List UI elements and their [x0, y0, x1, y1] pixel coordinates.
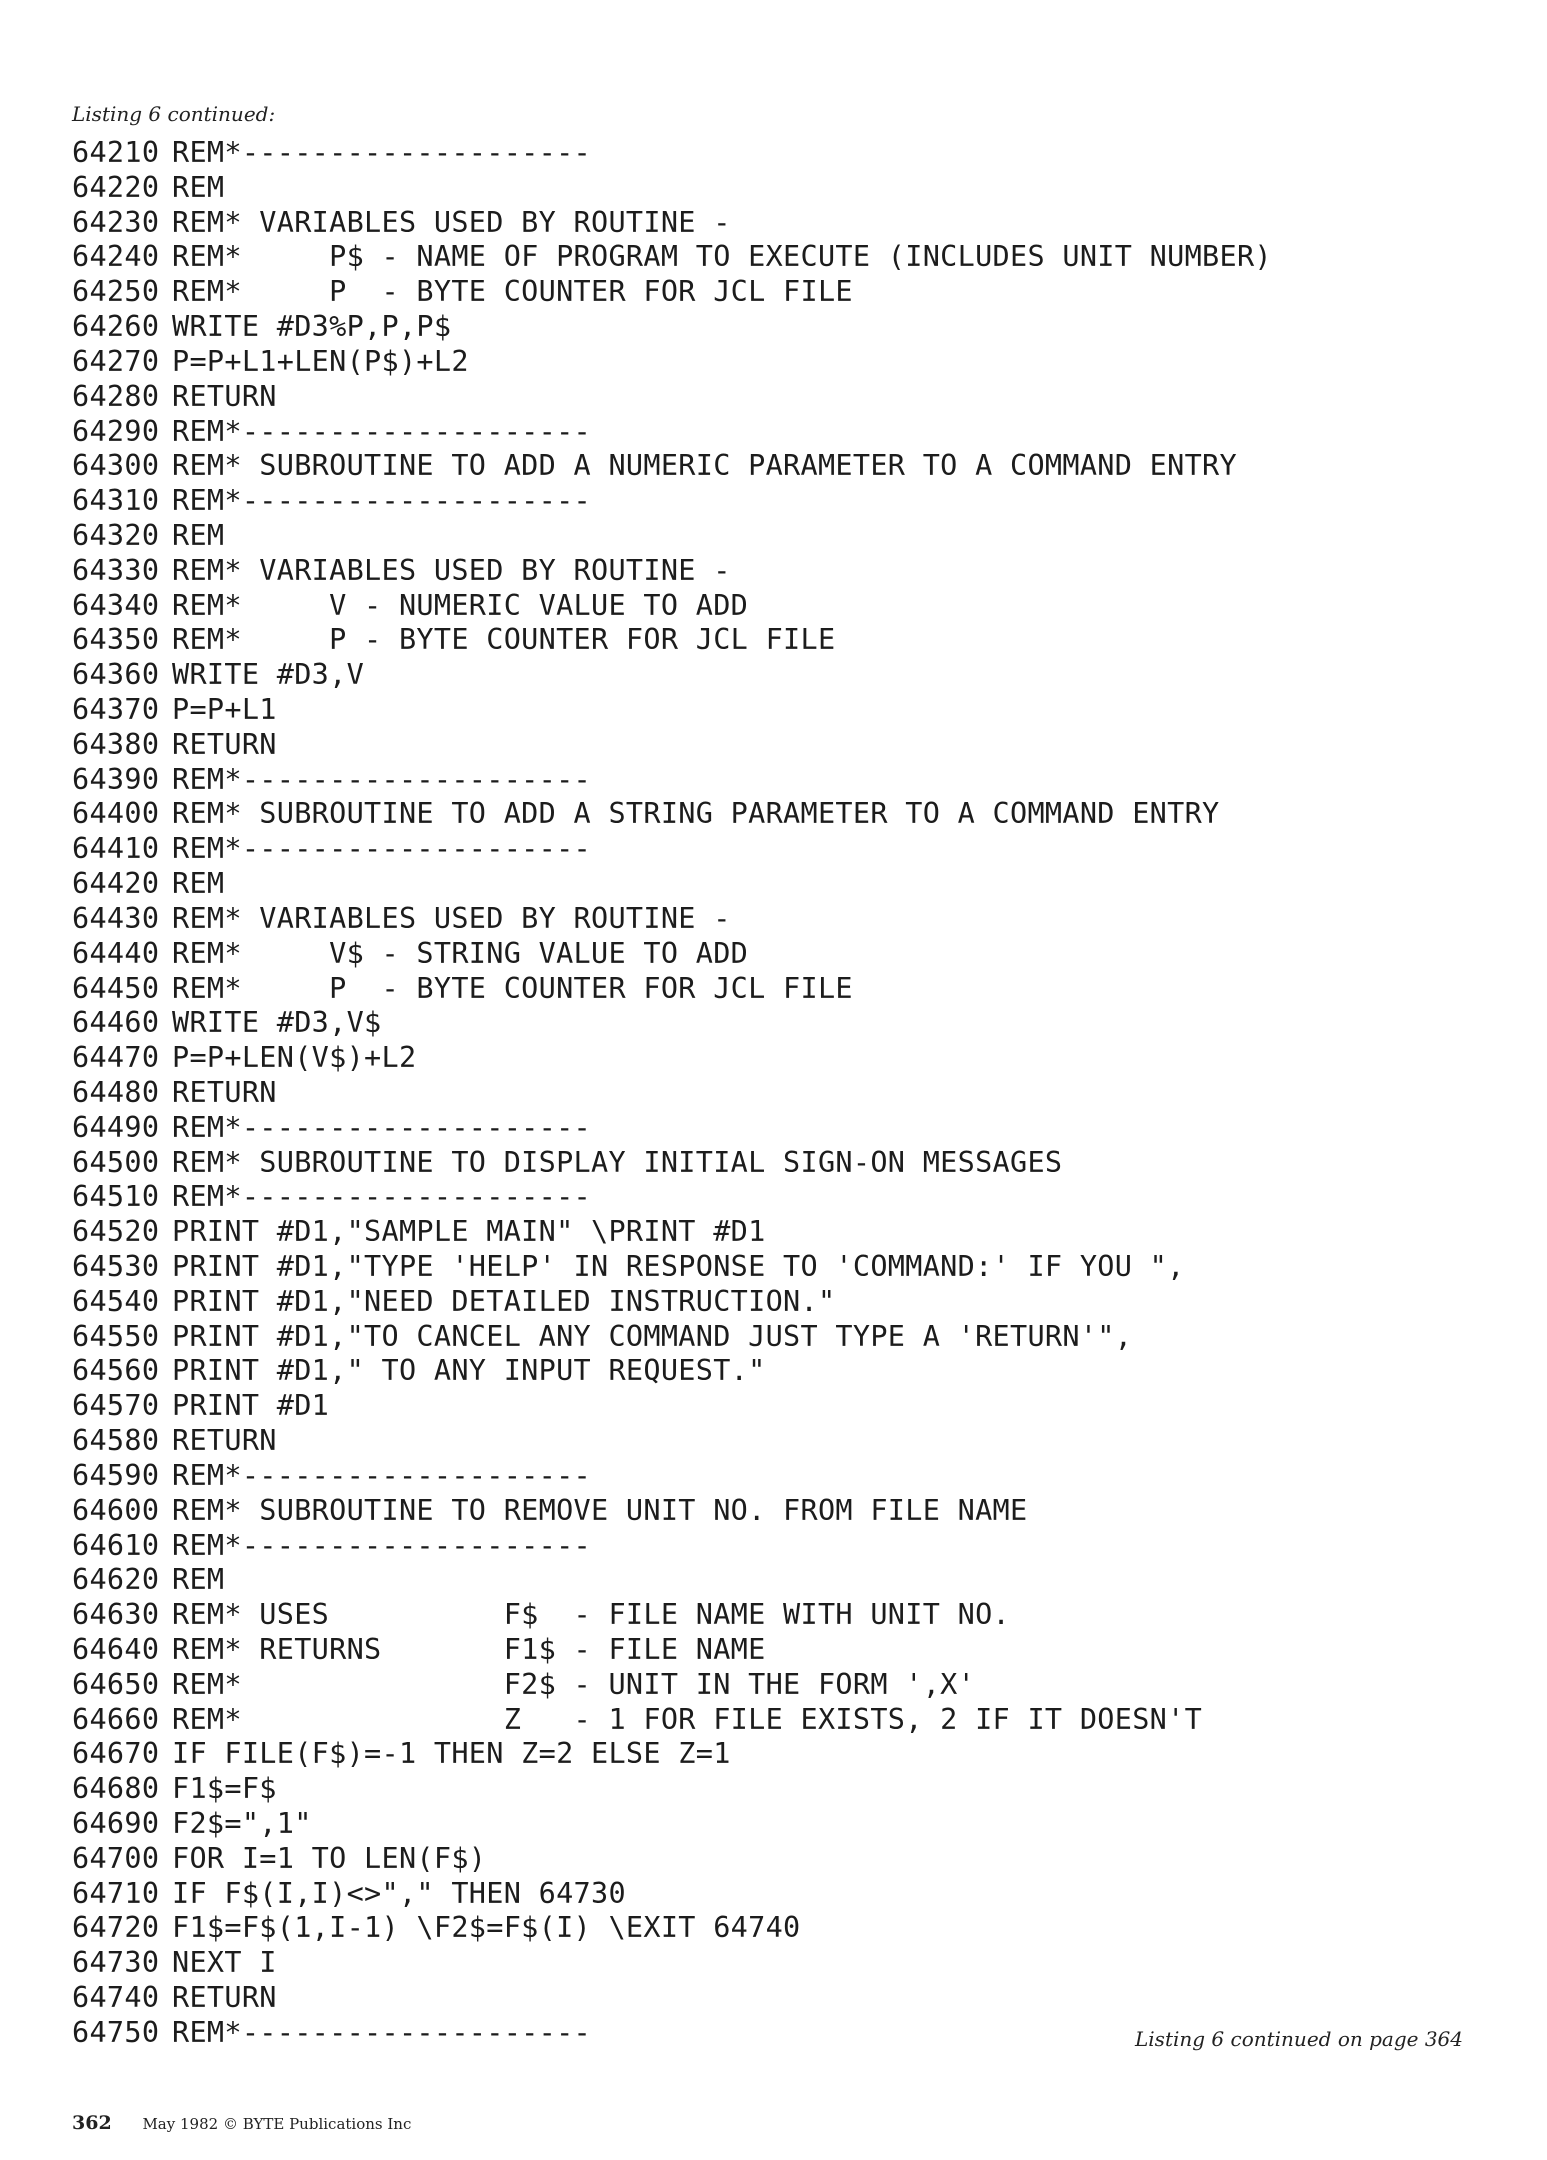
line-number: 64440: [72, 936, 160, 970]
line-number: 64220: [72, 170, 160, 204]
line-code: PRINT #D1: [172, 1389, 330, 1423]
code-line: [72, 240, 1492, 275]
line-number: 64470: [72, 1041, 160, 1075]
line-number: 64630: [72, 1598, 160, 1632]
line-number: 64560: [72, 1354, 160, 1388]
line-code: REM* VARIABLES USED BY ROUTINE -: [172, 901, 731, 935]
line-code: WRITE #D3,V: [172, 658, 365, 692]
line-code: PRINT #D1,"SAMPLE MAIN" \PRINT #D1: [172, 1215, 766, 1249]
line-code: REM*--------------------: [172, 136, 592, 169]
line-code: REM: [172, 518, 225, 552]
line-code: REM* P - BYTE COUNTER FOR JCL FILE: [172, 971, 853, 1005]
code-line: [72, 902, 1492, 937]
line-number: 64650: [72, 1667, 160, 1701]
line-code: IF FILE(F$)=-1 THEN Z=2 ELSE Z=1: [172, 1737, 731, 1771]
code-line: [72, 972, 1492, 1007]
line-number: 64400: [72, 797, 160, 831]
line-number: 64550: [72, 1319, 160, 1353]
line-code: REM*--------------------: [172, 484, 592, 518]
line-number: 64620: [72, 1563, 160, 1597]
line-number: 64460: [72, 1006, 160, 1040]
line-number: 64350: [72, 623, 160, 657]
code-line: [72, 1250, 1492, 1285]
line-code: PRINT #D1,"TO CANCEL ANY COMMAND JUST TYPE A 'RETURN'",: [172, 1319, 1133, 1353]
line-code: REM*--------------------: [172, 832, 592, 866]
code-line: [72, 832, 1492, 867]
line-number: 64690: [72, 1807, 160, 1840]
line-code: REM*--------------------: [172, 762, 592, 796]
line-code: REM*--------------------: [172, 1458, 592, 1492]
line-code: REM* P - BYTE COUNTER FOR JCL FILE: [172, 275, 853, 309]
line-number: 64270: [72, 344, 160, 378]
code-line: [72, 275, 1492, 310]
code-line: [72, 519, 1492, 554]
line-number: 64600: [72, 1493, 160, 1527]
code-line: [72, 1285, 1492, 1320]
code-line: [72, 415, 1492, 450]
line-number: 64540: [72, 1284, 160, 1318]
line-code: NEXT I: [172, 1946, 277, 1980]
code-line: [72, 1076, 1492, 1111]
line-number: 64720: [72, 1911, 160, 1945]
line-code: REM*--------------------: [172, 1180, 592, 1214]
line-number: 64640: [72, 1632, 160, 1666]
line-code: WRITE #D3%P,P,P$: [172, 310, 452, 344]
code-line: [72, 763, 1492, 798]
code-line: [72, 1563, 1492, 1598]
code-line: [72, 380, 1492, 415]
code-listing: [72, 136, 1492, 2051]
line-number: 64610: [72, 1528, 160, 1562]
line-code: REM* Z - 1 FOR FILE EXISTS, 2 IF IT DOESN'T: [172, 1702, 1203, 1736]
code-line: [72, 867, 1492, 902]
code-line: [72, 1215, 1492, 1250]
line-number: 64310: [72, 484, 160, 518]
line-code: REM* RETURNS F1$ - FILE NAME: [172, 1632, 766, 1666]
line-code: REM*--------------------: [172, 2015, 592, 2049]
line-code: REM* USES F$ - FILE NAME WITH UNIT NO.: [172, 1598, 1011, 1632]
code-line: [72, 1146, 1492, 1181]
line-code: P=P+L1+LEN(P$)+L2: [172, 344, 469, 378]
line-number: 64580: [72, 1424, 160, 1458]
line-code: FOR I=1 TO LEN(F$): [172, 1841, 487, 1875]
line-number: 64670: [72, 1737, 160, 1771]
line-number: 64320: [72, 518, 160, 552]
code-line: [72, 1320, 1492, 1355]
line-code: REM* VARIABLES USED BY ROUTINE -: [172, 205, 731, 239]
line-code: REM* VARIABLES USED BY ROUTINE -: [172, 553, 731, 587]
line-code: REM*--------------------: [172, 1110, 592, 1144]
code-line: [72, 797, 1492, 832]
line-number: 64520: [72, 1215, 160, 1249]
code-line: [72, 623, 1492, 658]
code-line: [72, 484, 1492, 519]
line-number: 64360: [72, 658, 160, 692]
line-code: REM* SUBROUTINE TO DISPLAY INITIAL SIGN-ON MESSAGES: [172, 1145, 1063, 1179]
line-number: 64490: [72, 1110, 160, 1144]
line-number: 64420: [72, 867, 160, 901]
code-line: [72, 171, 1492, 206]
line-code: PRINT #D1," TO ANY INPUT REQUEST.": [172, 1354, 766, 1388]
line-number: 64390: [72, 762, 160, 796]
line-code: P=P+LEN(V$)+L2: [172, 1041, 417, 1075]
line-number: 64730: [72, 1946, 160, 1980]
line-code: F1$=F$: [172, 1772, 277, 1806]
line-number: 64570: [72, 1389, 160, 1423]
line-number: 64280: [72, 379, 160, 413]
line-code: RETURN: [172, 1424, 277, 1458]
code-line: [72, 136, 1492, 171]
code-line: [72, 345, 1492, 380]
code-line: [72, 1180, 1492, 1215]
line-number: 64410: [72, 832, 160, 866]
code-line: [72, 449, 1492, 484]
code-line: [72, 310, 1492, 345]
line-number: 64330: [72, 553, 160, 587]
line-code: PRINT #D1,"TYPE 'HELP' IN RESPONSE TO 'COMMAND:' IF YOU ",: [172, 1250, 1185, 1283]
code-line: [72, 1668, 1492, 1703]
code-line: [72, 937, 1492, 972]
line-number: 64430: [72, 901, 160, 935]
line-number: 64740: [72, 1981, 160, 2015]
code-line: [72, 1703, 1492, 1738]
line-number: 64590: [72, 1458, 160, 1492]
line-code: REM* SUBROUTINE TO ADD A NUMERIC PARAMETER TO A COMMAND ENTRY: [172, 449, 1237, 483]
line-code: WRITE #D3,V$: [172, 1006, 382, 1040]
code-line: [72, 1633, 1492, 1668]
code-line: [72, 1111, 1492, 1146]
line-number: 64510: [72, 1180, 160, 1214]
line-code: REM: [172, 1563, 225, 1597]
line-code: REM*--------------------: [172, 1528, 592, 1562]
line-code: REM*--------------------: [172, 414, 592, 448]
line-number: 64680: [72, 1772, 160, 1806]
line-code: REM: [172, 170, 225, 204]
line-code: REM: [172, 867, 225, 901]
code-line: [72, 728, 1492, 763]
line-number: 64380: [72, 727, 160, 761]
line-code: REM* SUBROUTINE TO REMOVE UNIT NO. FROM FILE NAME: [172, 1493, 1028, 1527]
code-line: [72, 589, 1492, 624]
listing-header: Listing 6 continued:: [72, 102, 276, 126]
page-footer: [72, 2112, 411, 2134]
code-line: [72, 1494, 1492, 1529]
line-number: 64290: [72, 414, 160, 448]
code-line: [72, 1041, 1492, 1076]
line-code: REM* F2$ - UNIT IN THE FORM ',X': [172, 1667, 976, 1701]
code-line: [72, 1946, 1492, 1981]
page-number: 362: [72, 2112, 112, 2134]
line-code: PRINT #D1,"NEED DETAILED INSTRUCTION.": [172, 1284, 836, 1318]
code-line: [72, 658, 1492, 693]
line-number: 64230: [72, 205, 160, 239]
code-line: [72, 1529, 1492, 1564]
line-number: 64480: [72, 1075, 160, 1109]
line-code: F2$=",1": [172, 1807, 312, 1840]
line-number: 64450: [72, 971, 160, 1005]
line-number: 64240: [72, 240, 160, 274]
line-code: RETURN: [172, 727, 277, 761]
line-number: 64300: [72, 449, 160, 483]
footer-imprint: May 1982 © BYTE Publications Inc: [142, 2115, 412, 2133]
code-line: [72, 1772, 1492, 1807]
line-number: 64700: [72, 1841, 160, 1875]
line-code: P=P+L1: [172, 693, 277, 726]
line-number: 64210: [72, 136, 160, 169]
code-line: [72, 1911, 1492, 1946]
line-number: 64260: [72, 310, 160, 344]
code-line: [72, 1598, 1492, 1633]
code-line: [72, 1842, 1492, 1877]
line-code: RETURN: [172, 379, 277, 413]
line-code: REM* SUBROUTINE TO ADD A STRING PARAMETER TO A COMMAND ENTRY: [172, 797, 1220, 831]
code-line: [72, 693, 1492, 728]
code-line: [72, 1877, 1492, 1912]
line-code: RETURN: [172, 1075, 277, 1109]
code-line: [72, 206, 1492, 241]
code-line: [72, 1737, 1492, 1772]
line-code: REM* V - NUMERIC VALUE TO ADD: [172, 588, 749, 622]
line-code: REM* V$ - STRING VALUE TO ADD: [172, 936, 749, 970]
line-number: 64500: [72, 1145, 160, 1179]
line-number: 64250: [72, 275, 160, 309]
line-number: 64340: [72, 588, 160, 622]
code-line: [72, 1006, 1492, 1041]
line-code: REM* P - BYTE COUNTER FOR JCL FILE: [172, 623, 836, 657]
continued-note: Listing 6 continued on page 364: [1135, 2027, 1463, 2051]
code-line: [72, 1389, 1492, 1424]
line-number: 64750: [72, 2015, 160, 2049]
code-line: [72, 1981, 1492, 2016]
code-line: [72, 1354, 1492, 1389]
line-code: IF F$(I,I)<>"," THEN 64730: [172, 1876, 626, 1910]
line-number: 64660: [72, 1702, 160, 1736]
line-number: 64530: [72, 1250, 160, 1283]
code-line: [72, 554, 1492, 589]
line-code: RETURN: [172, 1981, 277, 2015]
line-code: F1$=F$(1,I-1) \F2$=F$(I) \EXIT 64740: [172, 1911, 801, 1945]
code-line: [72, 1424, 1492, 1459]
code-line: [72, 1807, 1492, 1842]
line-number: 64370: [72, 693, 160, 726]
code-line: [72, 1459, 1492, 1494]
line-code: REM* P$ - NAME OF PROGRAM TO EXECUTE (INCLUDES UNIT NUMBER): [172, 240, 1272, 274]
line-number: 64710: [72, 1876, 160, 1910]
